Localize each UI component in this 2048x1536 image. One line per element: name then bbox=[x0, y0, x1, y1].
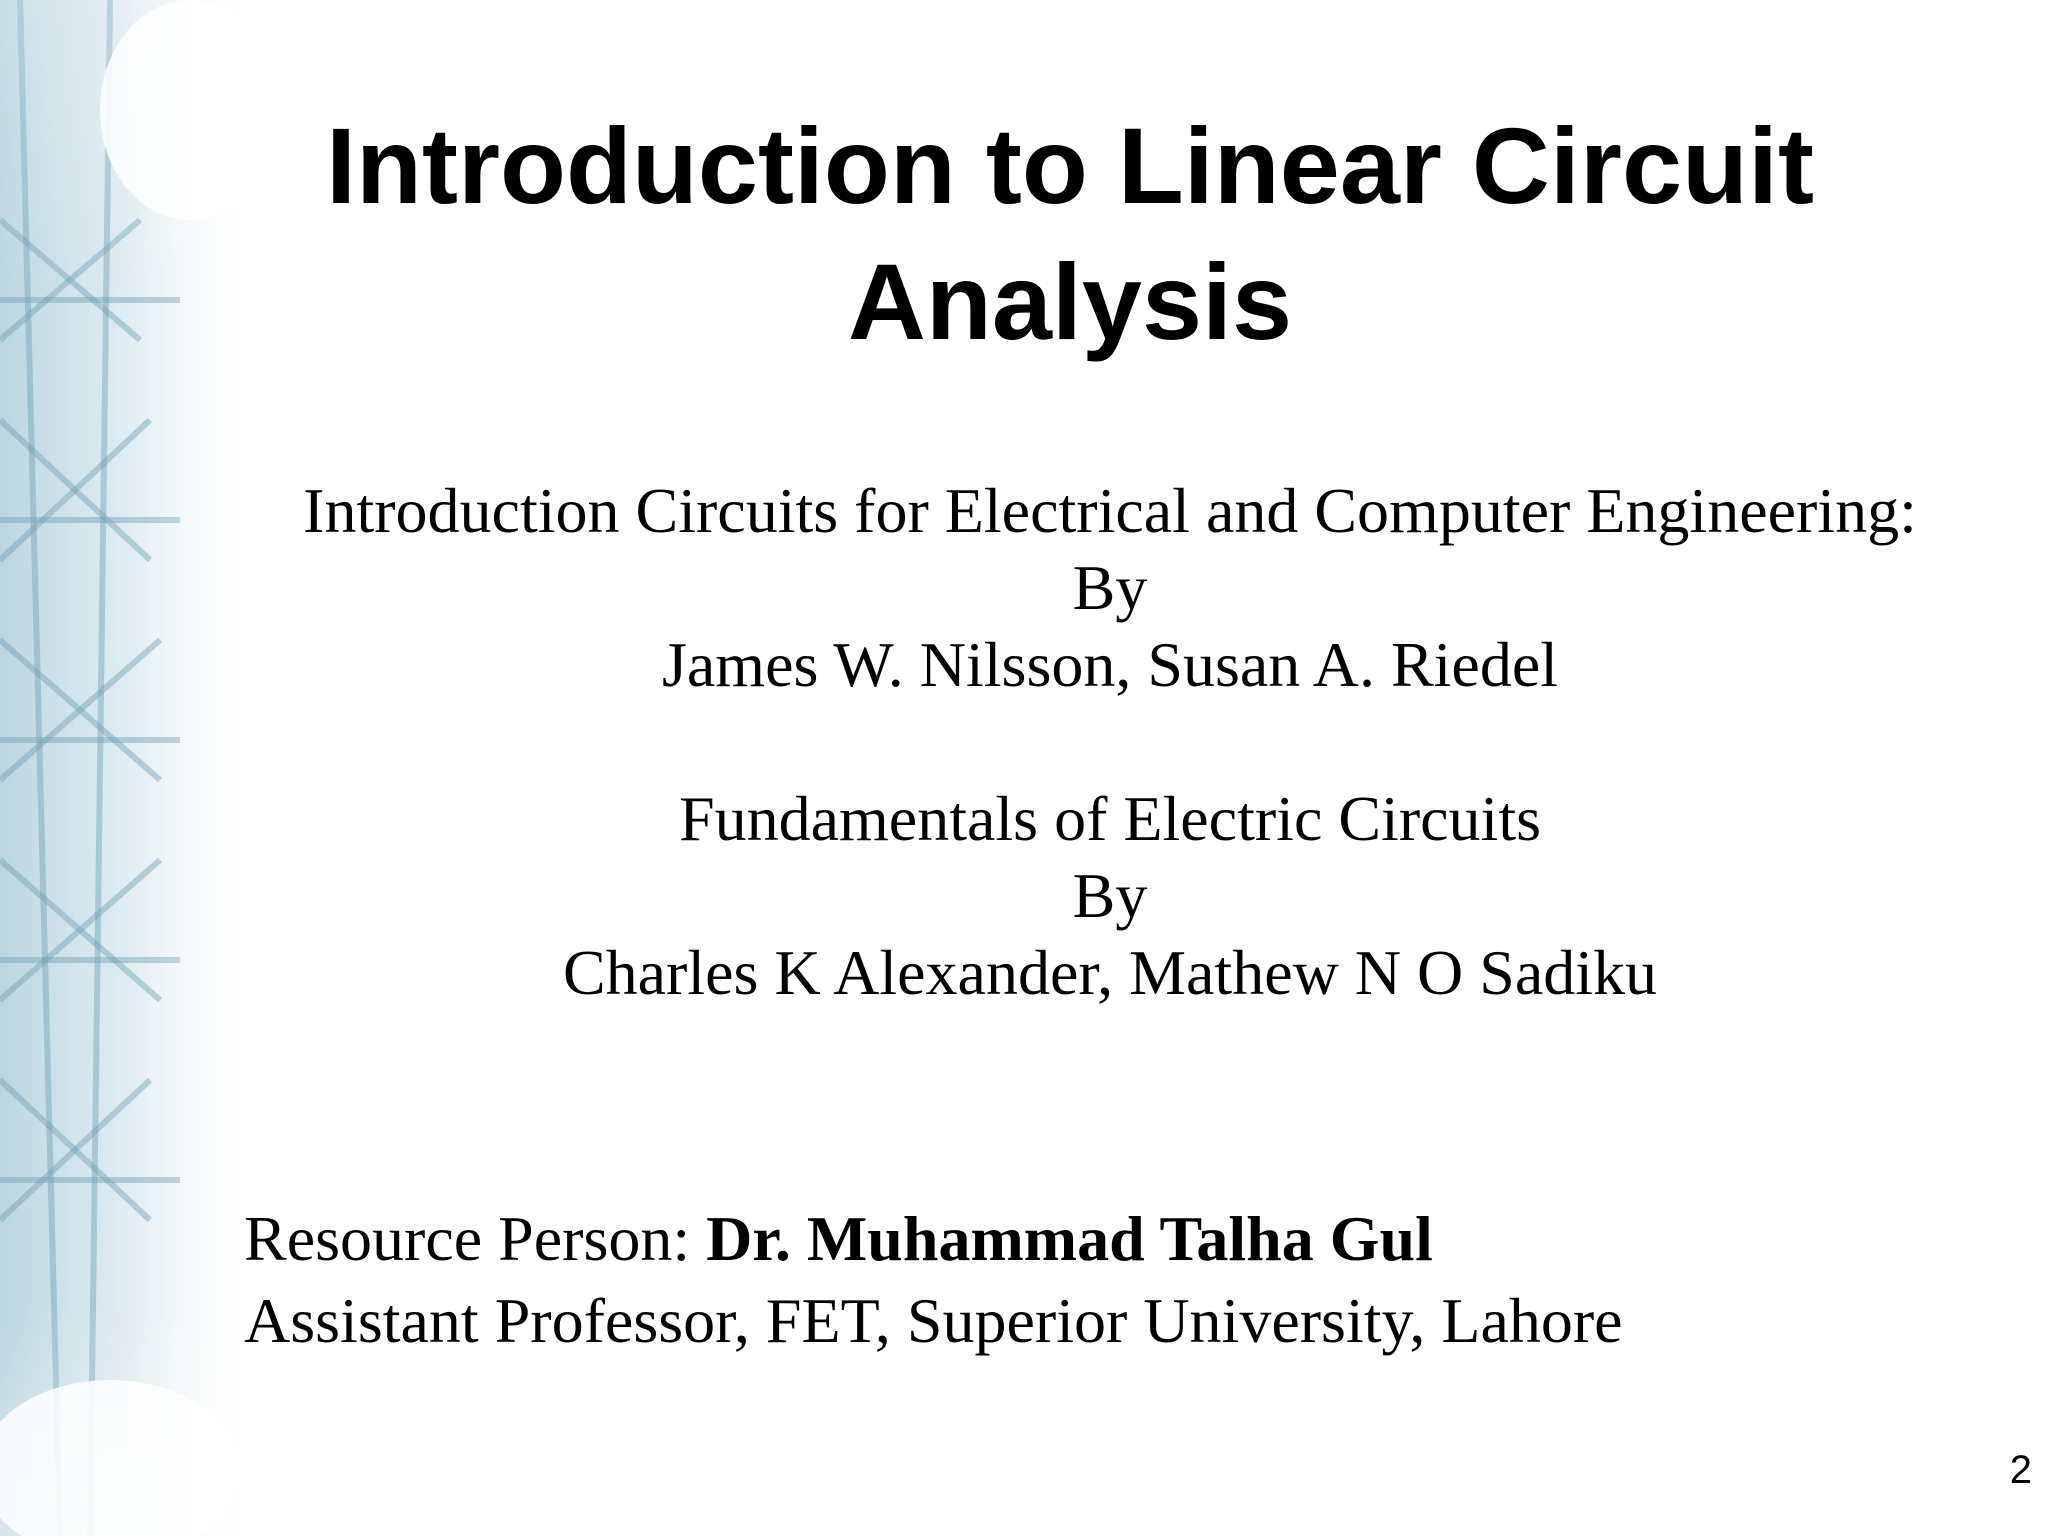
resource-person-line bbox=[244, 1198, 1944, 1280]
resource-person-label: Resource Person: bbox=[244, 1203, 707, 1274]
book2-by: By bbox=[1072, 860, 1148, 931]
slide-title: Introduction to Linear Circuit Analysis bbox=[326, 105, 1814, 362]
references-block bbox=[240, 472, 1980, 1011]
resource-person-affiliation: Assistant Professor, FET, Superior University, Lahore bbox=[244, 1285, 1623, 1356]
reference-spacer bbox=[240, 703, 1980, 780]
book1-title: Introduction Circuits for Electrical and Computer Engineering: bbox=[303, 475, 1917, 546]
book1-by: By bbox=[1072, 552, 1148, 623]
book1-authors: James W. Nilsson, Susan A. Riedel bbox=[661, 629, 1559, 700]
resource-person-name: Dr. Muhammad Talha Gul bbox=[706, 1203, 1433, 1274]
book2-title: Fundamentals of Electric Circuits bbox=[679, 783, 1541, 854]
book2-authors: Charles K Alexander, Mathew N O Sadiku bbox=[562, 937, 1658, 1008]
resource-person-block bbox=[244, 1198, 1944, 1362]
page-number: 2 bbox=[2009, 1448, 2032, 1492]
